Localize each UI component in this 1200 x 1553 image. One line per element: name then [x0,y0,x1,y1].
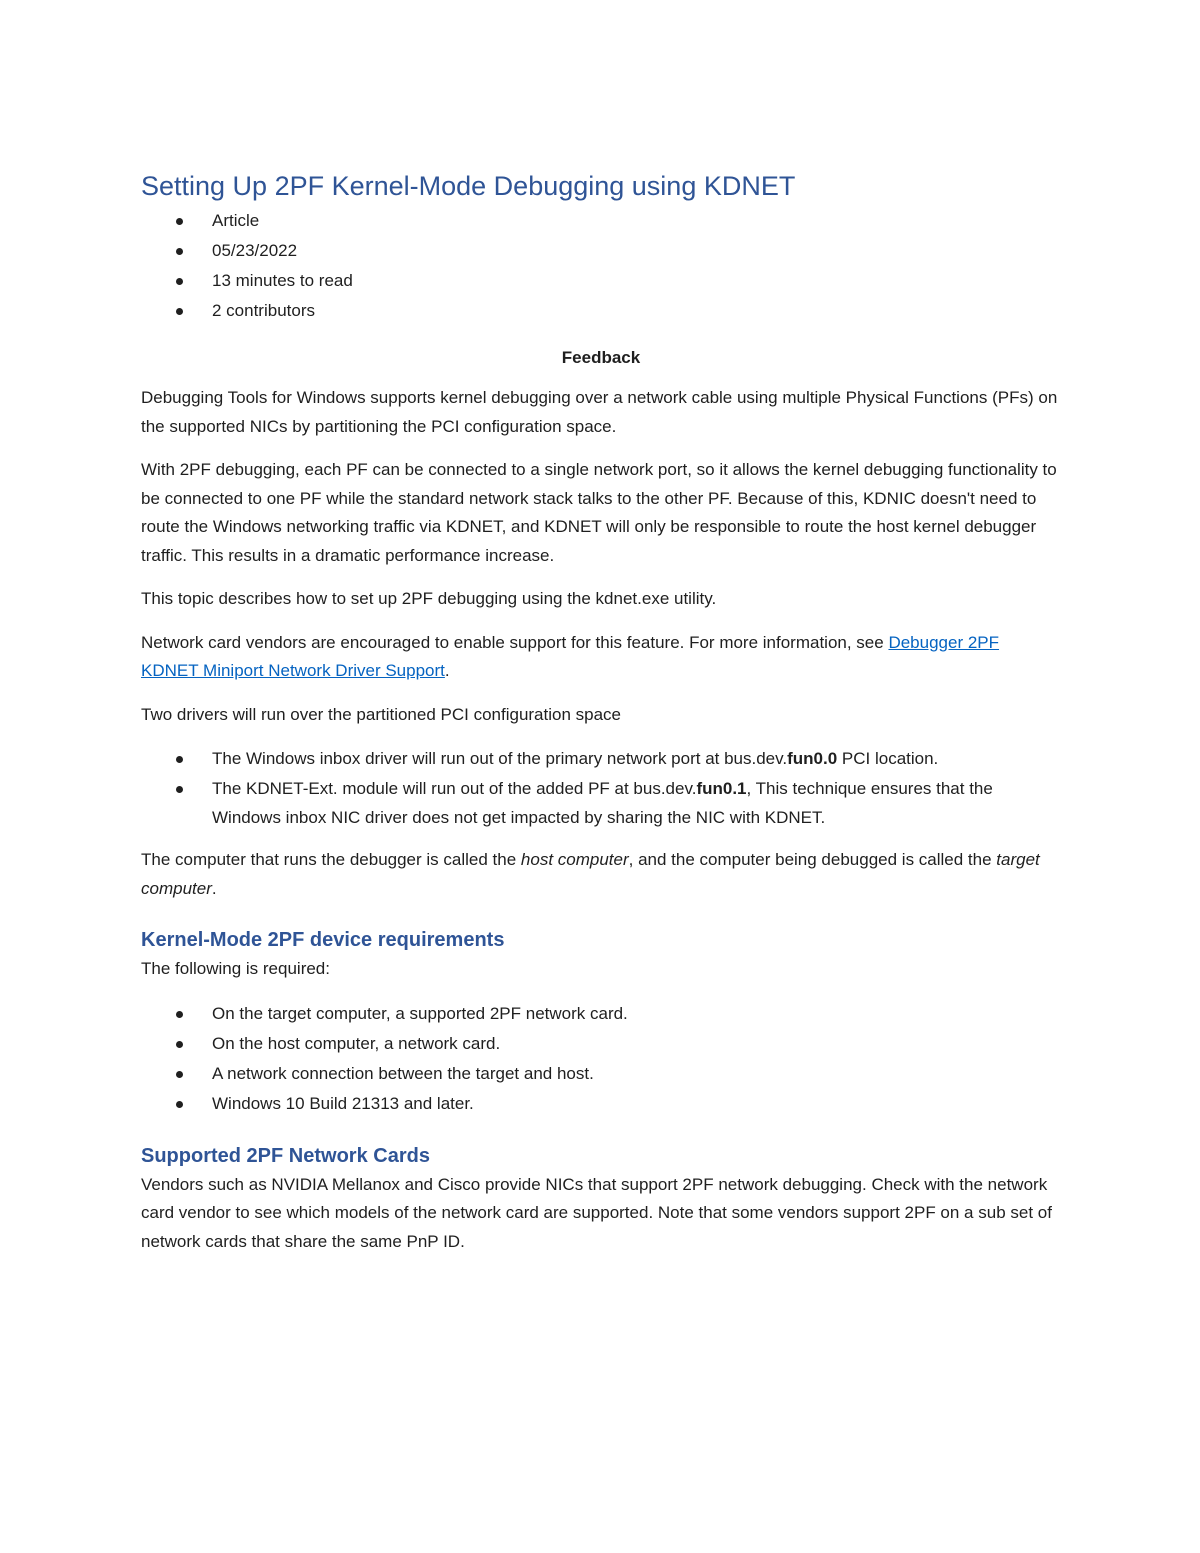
feedback-label[interactable]: Feedback [561,348,641,367]
network-cards-paragraph: Vendors such as NVIDIA Mellanox and Cisco provide NICs that support 2PF network debugging. Check with the network card vendor to see which models of the network card are supported. Note that some vendors support 2PF on a sub set of network cards that share the same PnP ID. [141,1174,1052,1251]
driver-item-bold: fun0.1 [696,779,747,798]
requirements-list [141,999,1061,1119]
list-item: On the target computer, a supported 2PF network card. [141,999,1061,1029]
meta-item-read-time: 13 minutes to read [141,266,1061,296]
intro-paragraph-1: Debugging Tools for Windows supports kernel debugging over a network cable using multiple Physical Functions (PFs) on the supported NICs by partitioning the PCI configuration space. [141,388,1058,436]
meta-item-contributors: 2 contributors [141,296,1061,326]
page-title: Setting Up 2PF Kernel-Mode Debugging using KDNET [141,171,796,201]
intro-paragraph-2: With 2PF debugging, each PF can be connected to a single network port, so it allows the kernel debugging functionality to be connected to one PF while the standard network stack talks to the other PF. Because of this, KDNIC doesn't need to route the Windows networking traffic via KDNET, and KDNET will only be responsible to route the host kernel debugger traffic. This results in a dramatic performance increase. [141,460,1057,565]
driver-item-bold: fun0.0 [787,749,838,768]
article-meta-list [141,206,1061,326]
list-item [141,744,1061,774]
target-computer-term: target computer [141,850,1040,898]
section-heading-requirements: Kernel-Mode 2PF device requirements [141,929,505,951]
host-target-text: , and the computer being debugged is called the [628,850,997,869]
list-item: On the host computer, a network card. [141,1029,1061,1059]
list-item: Windows 10 Build 21313 and later. [141,1089,1061,1119]
host-target-text: . [211,878,217,898]
intro-paragraph-3: This topic describes how to set up 2PF debugging using the kdnet.exe utility. [141,589,717,608]
host-target-text: The computer that runs the debugger is called the [141,850,521,869]
requirements-lead: The following is required: [141,959,330,978]
section-heading-network-cards: Supported 2PF Network Cards [141,1144,430,1167]
intro-paragraph-4-end: . [444,661,450,680]
driver-list [141,744,1061,833]
driver-item-text-end: , This technique ensures that the Windows inbox NIC driver does not get impacted by sharing the NIC with KDNET. [212,779,993,827]
document-page [141,168,1061,1271]
driver-support-link[interactable]: Debugger 2PF KDNET Miniport Network Driver Support [141,632,1000,680]
intro-paragraph-4 [141,629,1061,686]
meta-item-type: Article [141,206,1061,236]
list-item: A network connection between the target and host. [141,1059,1061,1089]
driver-item-text-end: PCI location. [837,749,939,768]
driver-item-text: The Windows inbox driver will run out of the primary network port at bus.dev. [212,749,788,768]
list-item [141,774,1061,833]
intro-paragraph-4-text: Network card vendors are encouraged to enable support for this feature. For more information, see [141,632,889,652]
driver-item-text: The KDNET-Ext. module will run out of the added PF at bus.dev. [212,779,697,798]
intro-paragraph-5: Two drivers will run over the partitioned PCI configuration space [141,704,622,724]
host-target-paragraph [141,846,1061,903]
host-computer-term: host computer [520,850,629,869]
meta-item-date: 05/23/2022 [141,236,1061,266]
